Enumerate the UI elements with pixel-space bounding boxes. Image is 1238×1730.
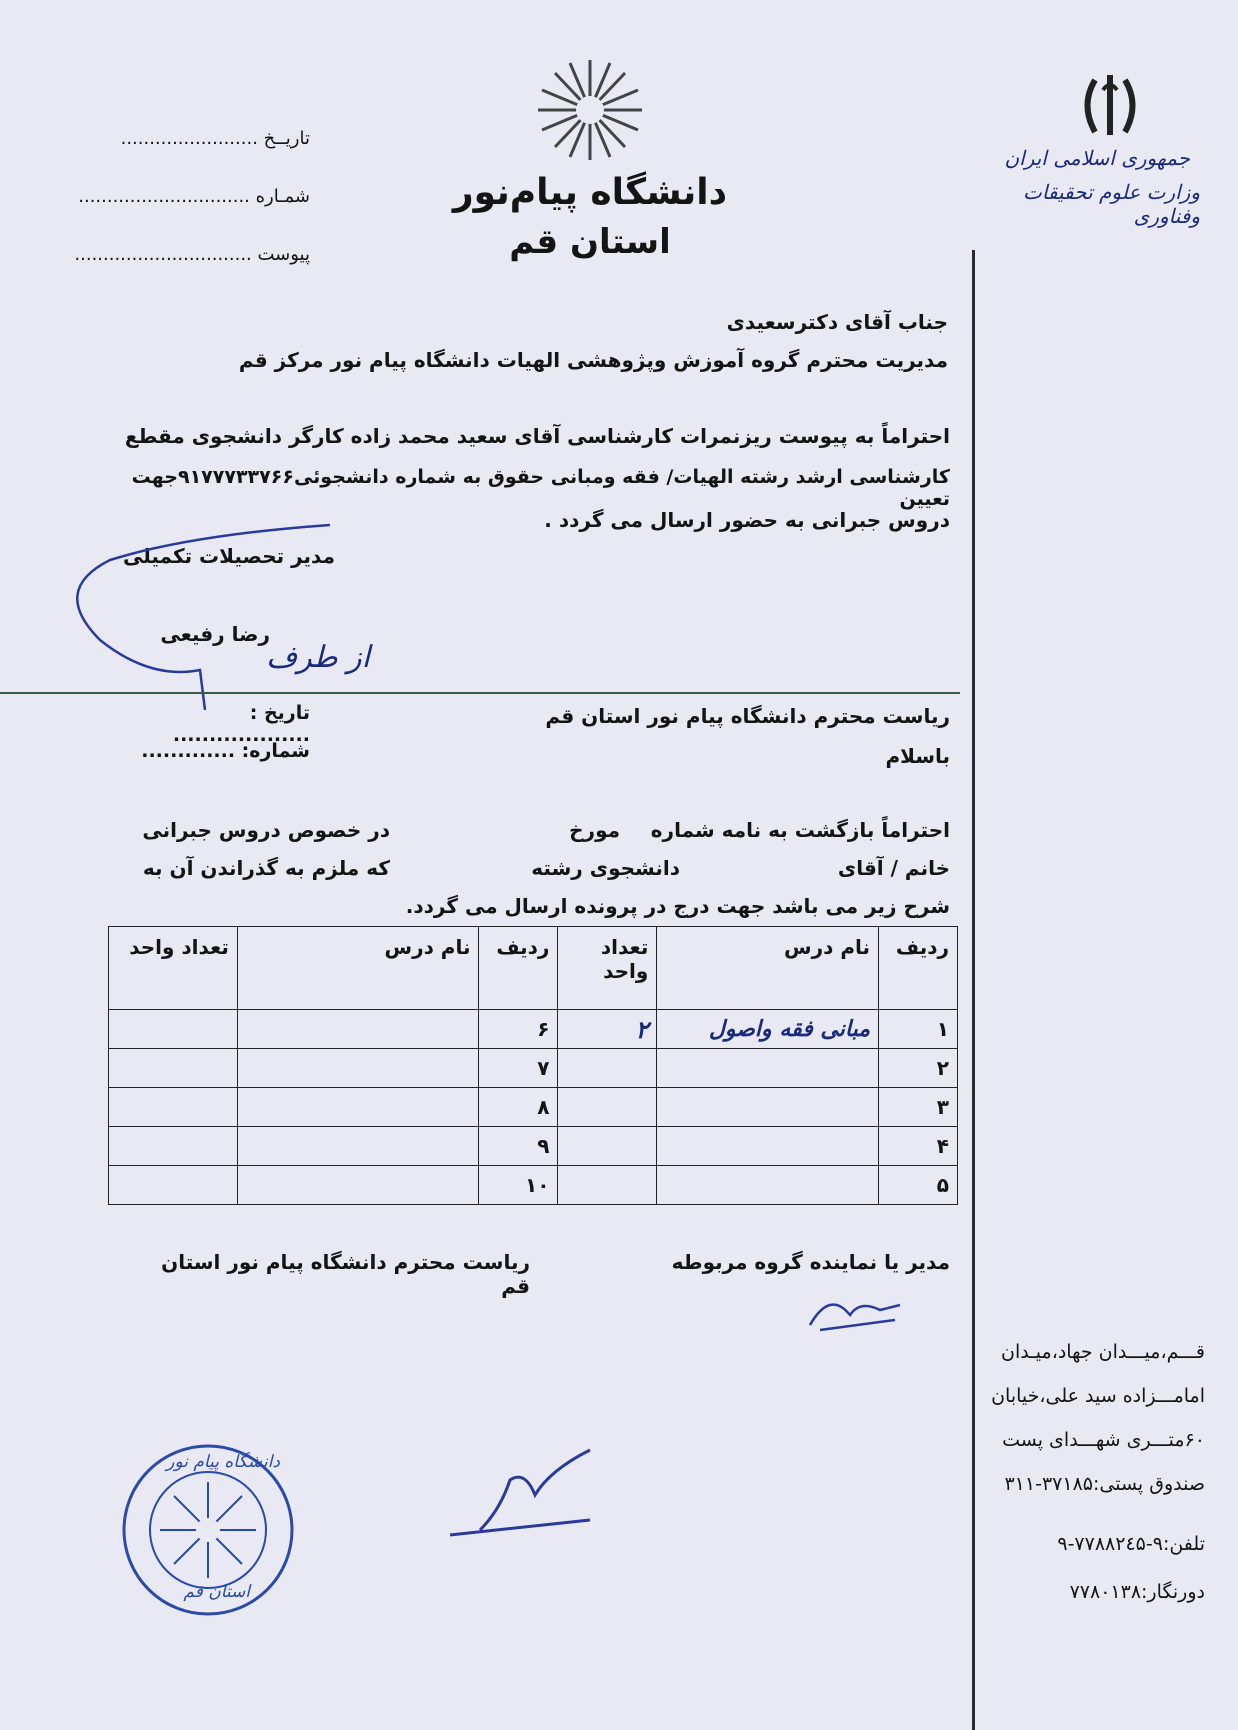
- letter1-body-line1: احتراماً به پیوست ریزنمرات کارشناسی آقای سعید محمد زاده کارگر دانشجوی مقطع: [124, 424, 950, 448]
- row-number: ۶: [479, 1010, 558, 1049]
- signature-loop-icon: [70, 520, 350, 710]
- course-name: [657, 1166, 879, 1205]
- letter2-number-field: شماره: .............: [141, 740, 310, 762]
- course-name: [237, 1127, 479, 1166]
- course-name: [237, 1088, 479, 1127]
- course-units: [558, 1127, 657, 1166]
- course-name: [657, 1049, 879, 1088]
- course-name: [237, 1010, 479, 1049]
- iran-emblem-icon: [1075, 70, 1145, 140]
- letter1-addressee-title: مدیریت محترم گروه آموزش وپژوهشی الهیات دانشگاه پیام نور مرکز قم: [238, 348, 948, 372]
- footer-fax: دورنگار:۷۷۸۰۱۳۸: [1069, 1581, 1205, 1603]
- stamp-text-top: دانشگاه پیام نور: [166, 1452, 280, 1472]
- letter1-body-line3: دروس جبرانی به حضور ارسال می گردد .: [544, 508, 950, 532]
- university-logo-icon: [535, 55, 645, 165]
- group-manager-label: مدیر یا نماینده گروه مربوطه: [671, 1250, 950, 1274]
- table-header-cell: ردیف: [879, 927, 958, 1010]
- footer-address-3: ۶۰متـــری شهـــدای پست: [1002, 1429, 1205, 1451]
- footer-phone: تلفن:۹-۷۷۸۸۲٤۵-۹: [1057, 1533, 1205, 1555]
- letter2-student-b: دانشجوی رشته: [531, 856, 680, 880]
- letter2-ref-a: احتراماً بازگشت به نامه شماره: [650, 818, 950, 842]
- course-units: [109, 1049, 238, 1088]
- row-number: ۳: [879, 1088, 958, 1127]
- letter1-addressee: جناب آقای دکترسعیدی: [726, 310, 948, 334]
- table-header-cell: تعداد واحد: [109, 927, 238, 1010]
- table-row: [109, 1010, 958, 1049]
- letter1-handwritten-note: از طرف: [266, 640, 370, 675]
- table-header-cell: نام درس: [237, 927, 479, 1010]
- courses-table: [108, 926, 958, 1205]
- president-label: ریاست محترم دانشگاه پیام نور استان قم: [161, 1250, 530, 1298]
- course-units: [558, 1166, 657, 1205]
- course-name: [237, 1166, 479, 1205]
- row-number: ۴: [879, 1127, 958, 1166]
- table-header-cell: نام درس: [657, 927, 879, 1010]
- row-number: ۵: [879, 1166, 958, 1205]
- course-name: [657, 1088, 879, 1127]
- course-units: [558, 1049, 657, 1088]
- course-name: [657, 1127, 879, 1166]
- letter2-intro: شرح زیر می باشد جهت درج در پرونده ارسال می گردد.: [405, 894, 950, 918]
- course-units: [109, 1010, 238, 1049]
- section-separator: [0, 692, 960, 694]
- row-number: ۹: [479, 1127, 558, 1166]
- table-header-row: [109, 927, 958, 1010]
- header-date-field: تاریــخ ........................: [120, 128, 310, 149]
- course-units: [558, 1088, 657, 1127]
- table-header-cell: تعداد واحد: [558, 927, 657, 1010]
- row-number: ۱۰: [479, 1166, 558, 1205]
- table-row: [109, 1088, 958, 1127]
- letter1-body-line2: کارشناسی ارشد رشته الهیات/ فقه ومبانی حقوق به شماره دانشجوئی۹۱۷۷۷۳۳۷۶۶جهت تعیین: [131, 466, 950, 510]
- emblem-text-2: وزارت علوم تحقیقات وفناوری: [1022, 180, 1200, 228]
- letter2-ref-c: در خصوص دروس جبرانی: [142, 818, 390, 842]
- row-number: ۸: [479, 1088, 558, 1127]
- course-units: [109, 1166, 238, 1205]
- table-row: [109, 1127, 958, 1166]
- course-name: مبانی فقه واصول: [657, 1010, 879, 1049]
- letter2-date-field: تاریخ : ...................: [172, 702, 310, 746]
- letter2-ref-b: مورخ: [569, 818, 620, 842]
- row-number: ۱: [879, 1010, 958, 1049]
- university-province: استان قم: [509, 222, 671, 262]
- course-units: ۲: [558, 1010, 657, 1049]
- letter2-student-a: خانم / آقای: [837, 856, 950, 880]
- letter2-addressee: ریاست محترم دانشگاه پیام نور استان قم: [545, 704, 950, 728]
- row-number: ۲: [879, 1049, 958, 1088]
- footer-address-1: قـــم،میـــدان جهاد،میـدان: [1001, 1341, 1205, 1363]
- margin-divider: [972, 250, 975, 1730]
- course-units: [109, 1088, 238, 1127]
- letter1-signer-title: مدیر تحصیلات تکمیلی: [122, 544, 335, 568]
- table-row: [109, 1049, 958, 1088]
- emblem-text-1: جمهوری اسلامی ایران: [1004, 146, 1190, 170]
- table-row: [109, 1166, 958, 1205]
- letter2-greeting: باسلام: [885, 744, 950, 768]
- university-name: دانشگاه پیام‌نور: [452, 172, 728, 213]
- footer-address-2: امامـــزاده سید علی،خیابان: [991, 1385, 1205, 1407]
- row-number: ۷: [479, 1049, 558, 1088]
- letter1-signer-name: رضا رفیعی: [160, 622, 270, 646]
- table-header-cell: ردیف: [479, 927, 558, 1010]
- letter2-student-c: که ملزم به گذراندن آن به: [142, 856, 390, 880]
- president-signature-icon: [440, 1440, 610, 1550]
- stamp-text-bottom: استان قم: [183, 1582, 250, 1602]
- header-attachment-field: پیوست ...............................: [74, 244, 310, 265]
- course-units: [109, 1127, 238, 1166]
- group-manager-signature-icon: [800, 1280, 910, 1340]
- footer-postal: صندوق پستی:۳۷۱۸۵-۳۱۱: [1004, 1473, 1205, 1495]
- header-number-field: شمـاره ..............................: [78, 186, 310, 207]
- course-name: [237, 1049, 479, 1088]
